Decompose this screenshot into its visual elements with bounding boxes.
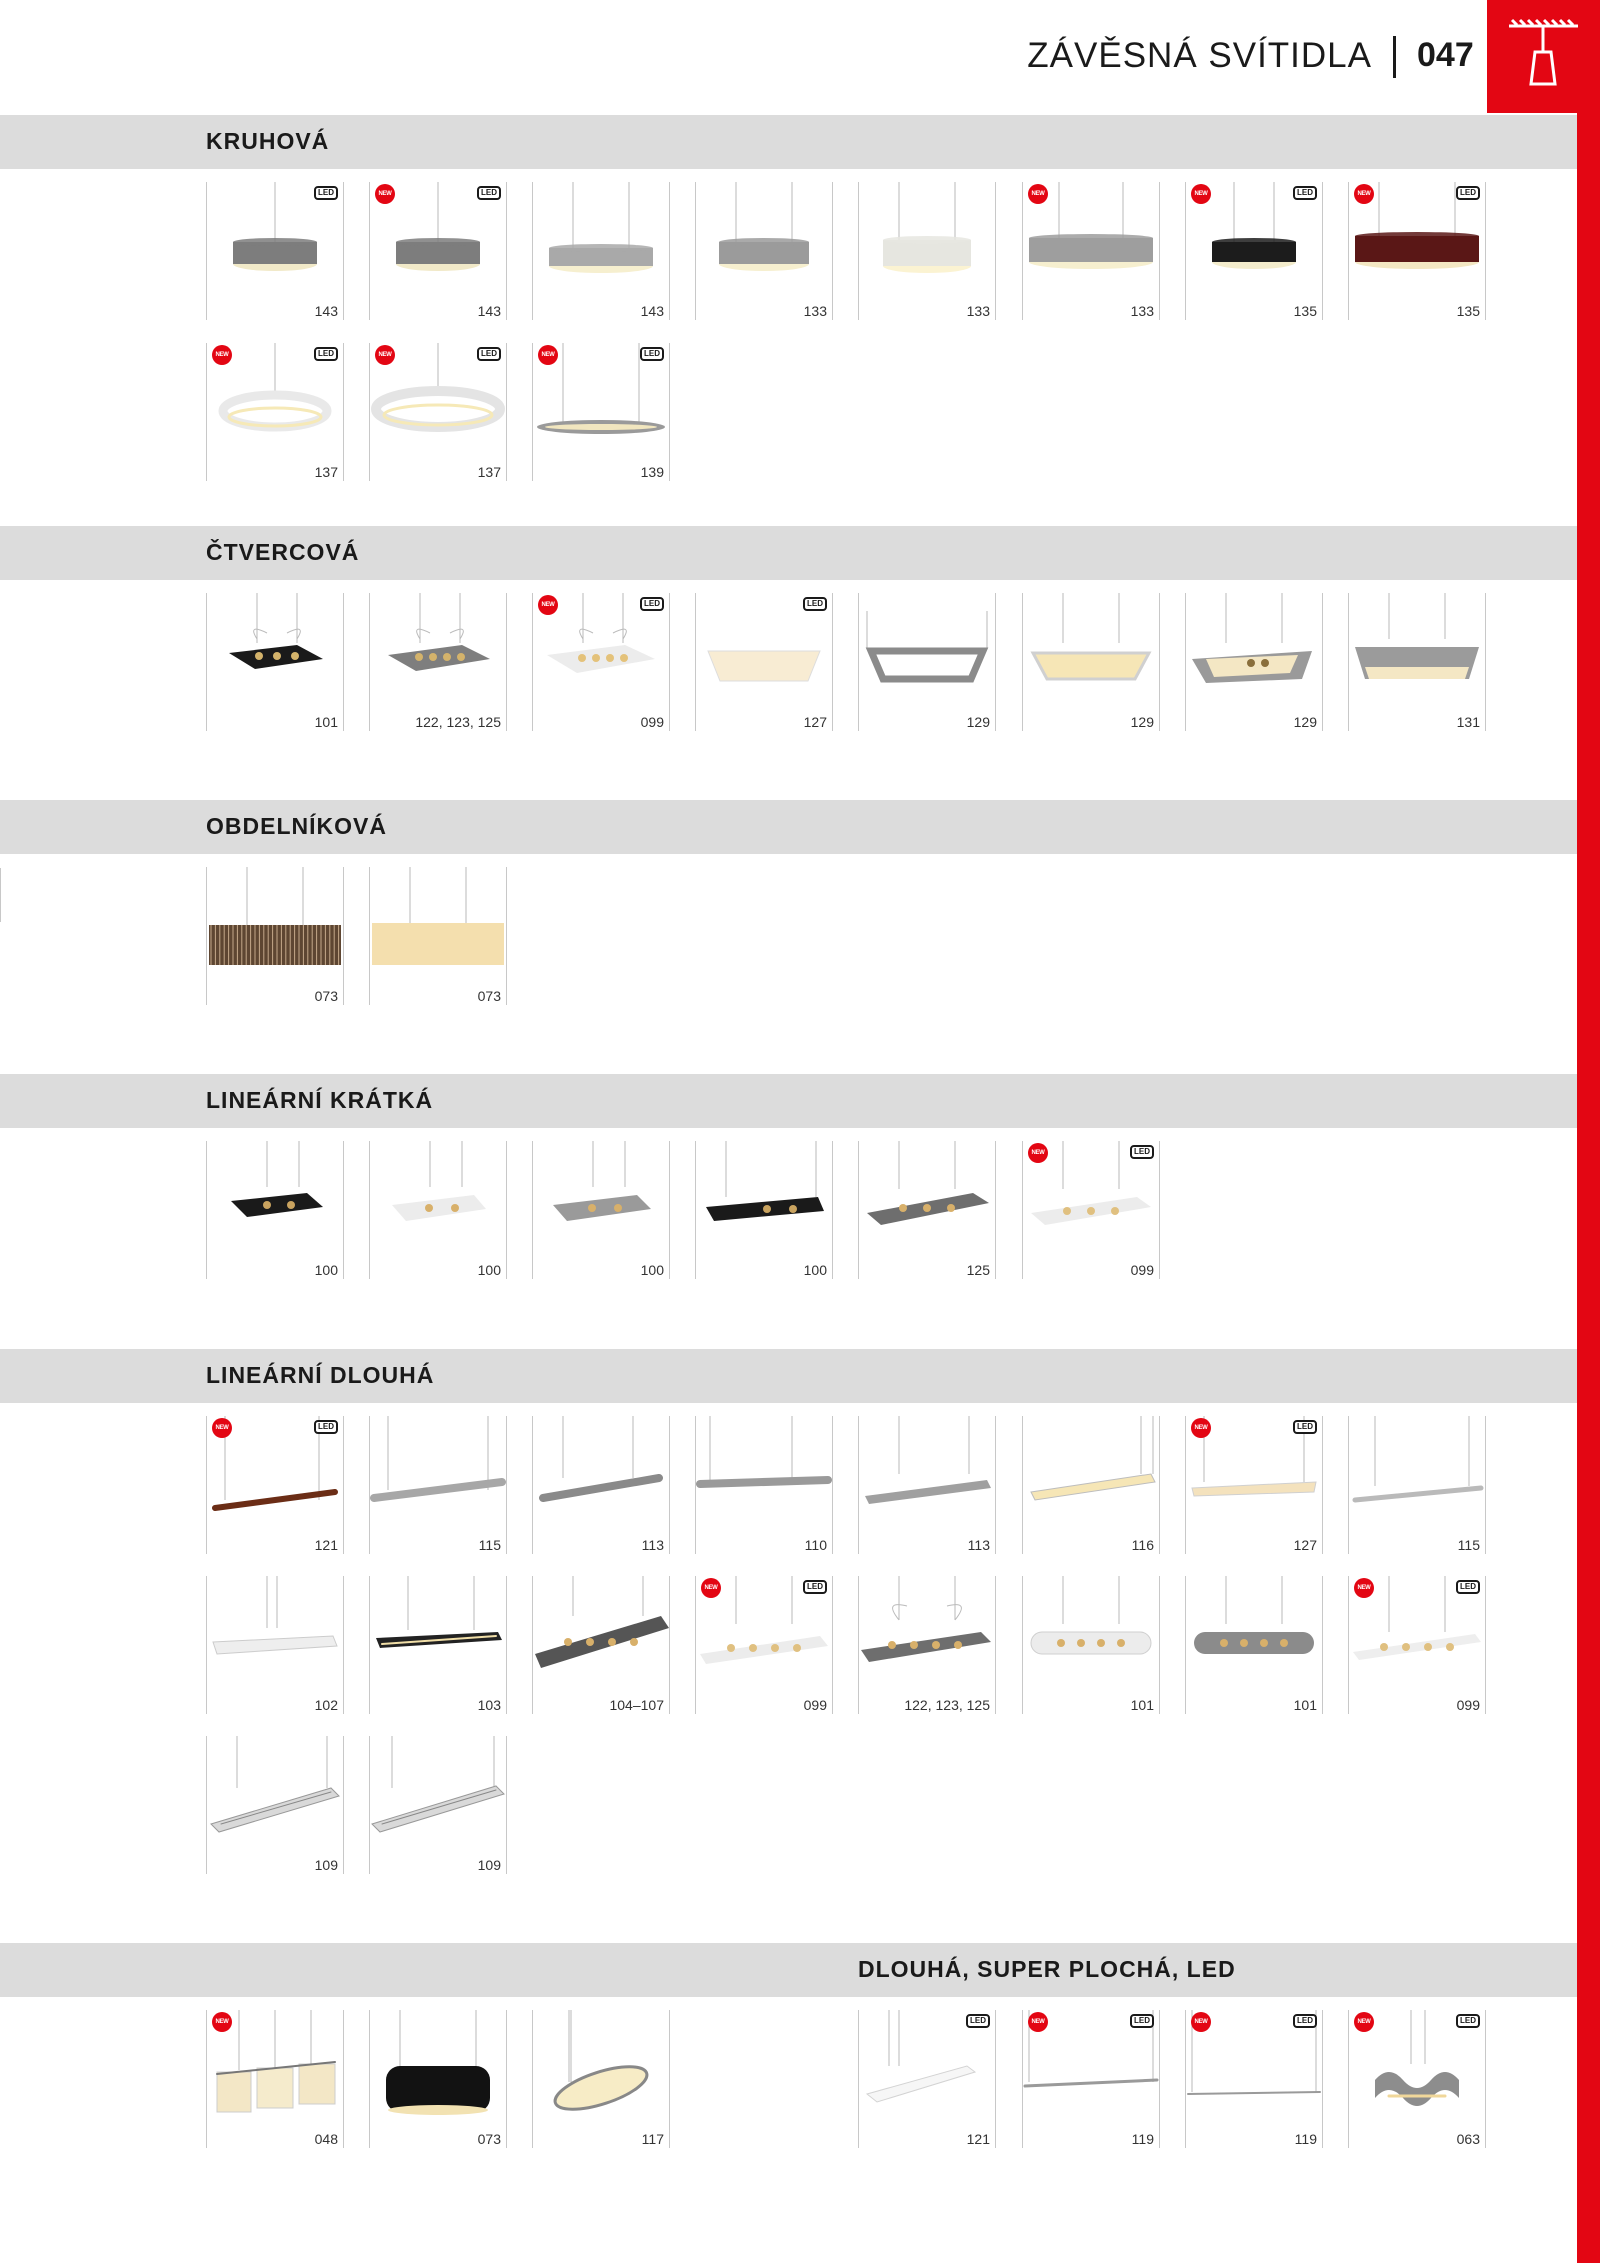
- product-card[interactable]: [695, 1576, 833, 1714]
- product-page-reference: 104–107: [609, 1697, 664, 1713]
- product-page-reference: 137: [314, 464, 338, 480]
- new-badge-icon: NEW: [1028, 2012, 1048, 2032]
- product-image: [1349, 593, 1485, 709]
- new-badge-icon: NEW: [1191, 1418, 1211, 1438]
- product-card[interactable]: [695, 593, 833, 731]
- product-card[interactable]: [858, 1576, 996, 1714]
- product-page-reference: 109: [477, 1857, 501, 1873]
- led-badge-icon: LED: [314, 186, 338, 200]
- product-card[interactable]: [532, 1141, 670, 1279]
- product-image: [1349, 1416, 1485, 1532]
- product-image: [696, 182, 832, 298]
- product-image: [370, 1416, 506, 1532]
- product-image: [533, 1141, 669, 1257]
- product-page-reference: 116: [1131, 1537, 1154, 1553]
- product-page-reference: 115: [1457, 1537, 1480, 1553]
- product-page-reference: 133: [966, 303, 990, 319]
- new-badge-icon: NEW: [701, 1578, 721, 1598]
- product-card[interactable]: [206, 343, 344, 481]
- product-card[interactable]: [532, 343, 670, 481]
- product-card[interactable]: [369, 867, 507, 1005]
- product-card[interactable]: [1348, 1576, 1486, 1714]
- product-image: [370, 1576, 506, 1692]
- product-card[interactable]: [1348, 1416, 1486, 1554]
- new-badge-icon: NEW: [212, 345, 232, 365]
- product-card[interactable]: [532, 182, 670, 320]
- new-badge-icon: NEW: [1028, 184, 1048, 204]
- page-title: ZÁVĚSNÁ SVÍTIDLA: [1027, 36, 1372, 75]
- led-badge-icon: LED: [314, 1420, 338, 1434]
- product-card[interactable]: [206, 1141, 344, 1279]
- product-image: [370, 593, 506, 709]
- product-card[interactable]: [206, 867, 344, 1005]
- led-badge-icon: LED: [1456, 186, 1480, 200]
- product-image: [696, 1416, 832, 1532]
- product-page-reference: 117: [641, 2131, 664, 2147]
- new-badge-icon: NEW: [538, 595, 558, 615]
- led-badge-icon: LED: [803, 1580, 827, 1594]
- product-image: [533, 1416, 669, 1532]
- product-card[interactable]: [532, 1416, 670, 1554]
- product-page-reference: 110: [804, 1537, 827, 1553]
- product-card[interactable]: [858, 2010, 996, 2148]
- product-page-reference: 122, 123, 125: [415, 714, 501, 730]
- product-card[interactable]: [532, 2010, 670, 2148]
- product-page-reference: 119: [1131, 2131, 1154, 2147]
- product-card[interactable]: [1185, 1576, 1323, 1714]
- product-image: [859, 1141, 995, 1257]
- category-tab[interactable]: [1487, 0, 1600, 113]
- product-image: [370, 867, 506, 983]
- product-card[interactable]: [1022, 182, 1160, 320]
- product-page-reference: 127: [803, 714, 827, 730]
- product-image: [370, 2010, 506, 2126]
- product-card[interactable]: [1185, 593, 1323, 731]
- section-title: DLOUHÁ, SUPER PLOCHÁ, LED: [858, 1956, 1236, 1982]
- page-edge-bar: [1577, 113, 1600, 2263]
- new-badge-icon: NEW: [1354, 1578, 1374, 1598]
- product-page-reference: 100: [640, 1262, 664, 1278]
- product-image: [533, 1576, 669, 1692]
- product-card[interactable]: [369, 1736, 507, 1874]
- product-page-reference: 131: [1456, 714, 1480, 730]
- product-page-reference: 099: [1456, 1697, 1480, 1713]
- product-page-reference: 100: [803, 1262, 827, 1278]
- title-divider: [1393, 36, 1396, 78]
- product-page-reference: 102: [314, 1697, 338, 1713]
- product-page-reference: 101: [314, 714, 338, 730]
- product-page-reference: 103: [477, 1697, 501, 1713]
- product-page-reference: 099: [1130, 1262, 1154, 1278]
- led-badge-icon: LED: [1130, 1145, 1154, 1159]
- product-image: [207, 593, 343, 709]
- section-title: LINEÁRNÍ DLOUHÁ: [206, 1362, 435, 1388]
- product-card[interactable]: [369, 182, 507, 320]
- product-image: [1186, 593, 1322, 709]
- new-badge-icon: NEW: [375, 345, 395, 365]
- product-page-reference: 137: [477, 464, 501, 480]
- led-badge-icon: LED: [1130, 2014, 1154, 2028]
- product-page-reference: 129: [1293, 714, 1317, 730]
- product-page-reference: 127: [1293, 1537, 1317, 1553]
- product-card[interactable]: [1185, 2010, 1323, 2148]
- product-card[interactable]: [1185, 1416, 1323, 1554]
- page-number: 047: [1417, 36, 1474, 74]
- product-page-reference: 143: [314, 303, 338, 319]
- product-page-reference: 119: [1294, 2131, 1317, 2147]
- product-card[interactable]: [532, 1576, 670, 1714]
- product-image: [859, 1576, 995, 1692]
- product-image: [859, 1416, 995, 1532]
- product-page-reference: 129: [1130, 714, 1154, 730]
- product-page-reference: 133: [803, 303, 827, 319]
- product-image: [370, 1736, 506, 1852]
- led-badge-icon: LED: [477, 186, 501, 200]
- product-page-reference: 063: [1456, 2131, 1480, 2147]
- product-card[interactable]: [1022, 1416, 1160, 1554]
- product-page-reference: 073: [477, 2131, 501, 2147]
- product-page-reference: 135: [1293, 303, 1317, 319]
- product-card[interactable]: [695, 1416, 833, 1554]
- product-page-reference: 099: [640, 714, 664, 730]
- product-page-reference: 125: [966, 1262, 990, 1278]
- product-card[interactable]: [1185, 182, 1323, 320]
- led-badge-icon: LED: [803, 597, 827, 611]
- led-badge-icon: LED: [477, 347, 501, 361]
- product-page-reference: 100: [314, 1262, 338, 1278]
- led-badge-icon: LED: [1456, 2014, 1480, 2028]
- product-page-reference: 048: [314, 2131, 338, 2147]
- product-page-reference: 143: [477, 303, 501, 319]
- margin-line: [0, 868, 1, 922]
- new-badge-icon: NEW: [1354, 2012, 1374, 2032]
- led-badge-icon: LED: [1293, 2014, 1317, 2028]
- product-image: [207, 1141, 343, 1257]
- product-page-reference: 133: [1130, 303, 1154, 319]
- led-badge-icon: LED: [1293, 186, 1317, 200]
- product-card[interactable]: [1022, 1141, 1160, 1279]
- led-badge-icon: LED: [1456, 1580, 1480, 1594]
- product-page-reference: 135: [1456, 303, 1480, 319]
- led-badge-icon: LED: [966, 2014, 990, 2028]
- led-badge-icon: LED: [314, 347, 338, 361]
- product-page-reference: 073: [314, 988, 338, 1004]
- new-badge-icon: NEW: [538, 345, 558, 365]
- product-card[interactable]: [1022, 2010, 1160, 2148]
- product-card[interactable]: [369, 343, 507, 481]
- product-page-reference: 139: [640, 464, 664, 480]
- section-title: ČTVERCOVÁ: [206, 539, 360, 565]
- product-card[interactable]: [1348, 2010, 1486, 2148]
- section-title: OBDELNÍKOVÁ: [206, 813, 387, 839]
- product-card[interactable]: [206, 593, 344, 731]
- new-badge-icon: NEW: [1028, 1143, 1048, 1163]
- product-image: [1023, 1416, 1159, 1532]
- new-badge-icon: NEW: [212, 1418, 232, 1438]
- product-page-reference: 115: [478, 1537, 501, 1553]
- product-image: [207, 1576, 343, 1692]
- product-image: [859, 182, 995, 298]
- led-badge-icon: LED: [640, 597, 664, 611]
- product-image: [1023, 1576, 1159, 1692]
- product-page-reference: 099: [803, 1697, 827, 1713]
- pendant-lamp-icon: [1487, 0, 1600, 113]
- led-badge-icon: LED: [640, 347, 664, 361]
- product-page-reference: 113: [641, 1537, 664, 1553]
- product-image: [370, 1141, 506, 1257]
- product-page-reference: 121: [966, 2131, 990, 2147]
- product-card[interactable]: [369, 1141, 507, 1279]
- product-card[interactable]: [369, 2010, 507, 2148]
- section-title: LINEÁRNÍ KRÁTKÁ: [206, 1087, 434, 1113]
- product-page-reference: 122, 123, 125: [904, 1697, 990, 1713]
- product-card[interactable]: [206, 2010, 344, 2148]
- new-badge-icon: NEW: [1191, 184, 1211, 204]
- led-badge-icon: LED: [1293, 1420, 1317, 1434]
- product-page-reference: 101: [1293, 1697, 1317, 1713]
- product-image: [696, 1141, 832, 1257]
- section-band: [0, 1943, 1577, 1997]
- new-badge-icon: NEW: [375, 184, 395, 204]
- product-card[interactable]: [858, 593, 996, 731]
- product-image: [859, 593, 995, 709]
- new-badge-icon: NEW: [1354, 184, 1374, 204]
- product-card[interactable]: [858, 1416, 996, 1554]
- product-card[interactable]: [369, 593, 507, 731]
- product-page-reference: 073: [477, 988, 501, 1004]
- product-image: [1186, 1576, 1322, 1692]
- product-image: [207, 1736, 343, 1852]
- product-card[interactable]: [695, 1141, 833, 1279]
- product-image: [1023, 593, 1159, 709]
- product-card[interactable]: [369, 1576, 507, 1714]
- product-image: [207, 867, 343, 983]
- product-page-reference: 101: [1130, 1697, 1154, 1713]
- product-page-reference: 100: [477, 1262, 501, 1278]
- section-title: KRUHOVÁ: [206, 128, 330, 154]
- product-card[interactable]: [369, 1416, 507, 1554]
- product-card[interactable]: [858, 1141, 996, 1279]
- product-card[interactable]: [858, 182, 996, 320]
- product-page-reference: 121: [314, 1537, 338, 1553]
- product-card[interactable]: [1022, 593, 1160, 731]
- product-card[interactable]: [206, 1576, 344, 1714]
- new-badge-icon: NEW: [1191, 2012, 1211, 2032]
- product-page-reference: 113: [967, 1537, 990, 1553]
- new-badge-icon: NEW: [212, 2012, 232, 2032]
- product-card[interactable]: [206, 182, 344, 320]
- product-card[interactable]: [1348, 182, 1486, 320]
- product-page-reference: 143: [640, 303, 664, 319]
- product-page-reference: 109: [314, 1857, 338, 1873]
- product-card[interactable]: [1022, 1576, 1160, 1714]
- product-card[interactable]: [1348, 593, 1486, 731]
- product-image: [533, 2010, 669, 2126]
- product-card[interactable]: [206, 1416, 344, 1554]
- product-card[interactable]: [695, 182, 833, 320]
- product-card[interactable]: [206, 1736, 344, 1874]
- product-image: [533, 182, 669, 298]
- product-card[interactable]: [532, 593, 670, 731]
- product-page-reference: 129: [966, 714, 990, 730]
